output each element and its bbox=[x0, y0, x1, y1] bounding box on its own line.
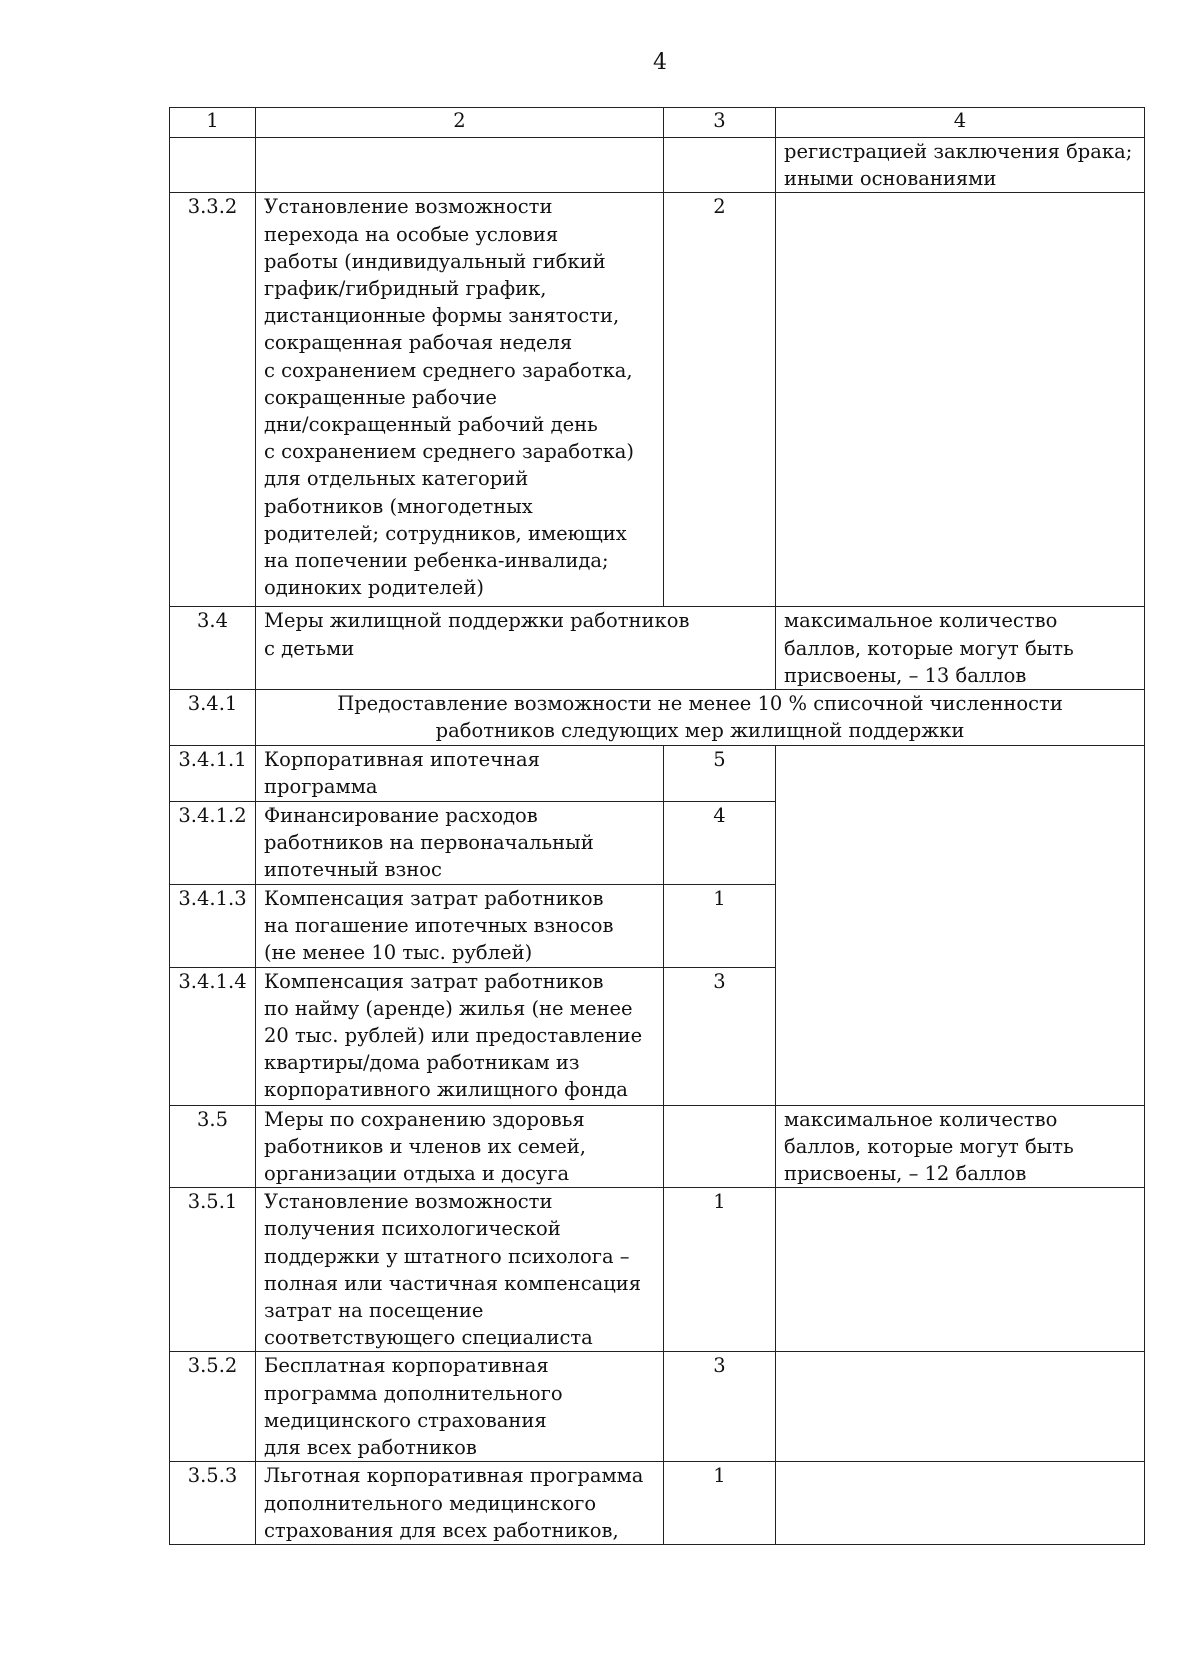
row-note: максимальное количество баллов, которые могут быть присвоены, – 13 баллов bbox=[776, 607, 1145, 690]
row-score: 5 bbox=[664, 746, 776, 802]
row-number: 3.4.1.1 bbox=[170, 746, 256, 802]
row-number: 3.4.1 bbox=[170, 690, 256, 746]
page-number: 4 bbox=[653, 50, 667, 75]
row-note bbox=[776, 746, 1145, 1106]
table-row bbox=[170, 1188, 1145, 1352]
table-row bbox=[170, 193, 1145, 607]
header-cell-3: 3 bbox=[664, 108, 776, 138]
row-text: Льготная корпоративная программа дополнительного медицинского страхования для всех работников, bbox=[256, 1462, 664, 1545]
row-score: 4 bbox=[664, 802, 776, 885]
row-score: 2 bbox=[664, 193, 776, 607]
table-row bbox=[170, 138, 1145, 193]
row-score: 1 bbox=[664, 1462, 776, 1545]
criteria-table bbox=[169, 107, 1145, 1545]
row-score: 1 bbox=[664, 884, 776, 967]
row-number bbox=[170, 138, 256, 193]
row-number: 3.4.1.4 bbox=[170, 967, 256, 1105]
row-text: Установление возможности перехода на особые условия работы (индивидуальный гибкий график/гибридный график, дистанционные формы занятости, сокращенная рабочая неделя с сохранением среднего заработка, сокращенные рабочие дни/сокращенный рабочий день с сохранением среднего заработка) для отдельных категорий работников (многодетных родителей; сотрудников, имеющих на попечении ребенка-инвалида; одиноких родителей) bbox=[256, 193, 664, 607]
row-text: Меры жилищной поддержки работников с детьми bbox=[256, 607, 776, 690]
row-text: Бесплатная корпоративная программа дополнительного медицинского страхования для всех работников bbox=[256, 1352, 664, 1462]
row-score: 3 bbox=[664, 1352, 776, 1462]
row-text: Компенсация затрат работников по найму (аренде) жилья (не менее 20 тыс. рублей) или предоставление квартиры/дома работникам из корпоративного жилищного фонда bbox=[256, 967, 664, 1105]
row-number: 3.4.1.3 bbox=[170, 884, 256, 967]
row-text: Финансирование расходов работников на первоначальный ипотечный взнос bbox=[256, 802, 664, 885]
row-number: 3.3.2 bbox=[170, 193, 256, 607]
row-score: 3 bbox=[664, 967, 776, 1105]
row-number: 3.5.3 bbox=[170, 1462, 256, 1545]
row-note: максимальное количество баллов, которые могут быть присвоены, – 12 баллов bbox=[776, 1105, 1145, 1188]
table-row bbox=[170, 1462, 1145, 1545]
row-score bbox=[664, 1105, 776, 1188]
row-note bbox=[776, 193, 1145, 607]
header-cell-4: 4 bbox=[776, 108, 1145, 138]
row-text: Компенсация затрат работников на погашение ипотечных взносов (не менее 10 тыс. рублей) bbox=[256, 884, 664, 967]
row-score: 1 bbox=[664, 1188, 776, 1352]
row-text bbox=[256, 138, 664, 193]
row-number: 3.5.1 bbox=[170, 1188, 256, 1352]
row-score bbox=[664, 138, 776, 193]
row-number: 3.4 bbox=[170, 607, 256, 690]
row-text: Корпоративная ипотечная программа bbox=[256, 746, 664, 802]
table-row bbox=[170, 1105, 1145, 1188]
row-text: Предоставление возможности не менее 10 % списочной численности работников следующих мер жилищной поддержки bbox=[256, 690, 1145, 746]
row-note: регистрацией заключения брака; иными основаниями bbox=[776, 138, 1145, 193]
row-number: 3.4.1.2 bbox=[170, 802, 256, 885]
row-note bbox=[776, 1352, 1145, 1462]
row-text: Меры по сохранению здоровья работников и членов их семей, организации отдыха и досуга bbox=[256, 1105, 664, 1188]
table-row bbox=[170, 607, 1145, 690]
row-number: 3.5.2 bbox=[170, 1352, 256, 1462]
row-text: Установление возможности получения психологической поддержки у штатного психолога – полная или частичная компенсация затрат на посещение соответствующего специалиста bbox=[256, 1188, 664, 1352]
header-cell-2: 2 bbox=[256, 108, 664, 138]
table-row bbox=[170, 1352, 1145, 1462]
table-header-row bbox=[170, 108, 1145, 138]
header-cell-1: 1 bbox=[170, 108, 256, 138]
table-row bbox=[170, 690, 1145, 746]
row-note bbox=[776, 1462, 1145, 1545]
row-note bbox=[776, 1188, 1145, 1352]
row-number: 3.5 bbox=[170, 1105, 256, 1188]
table-row bbox=[170, 746, 1145, 802]
